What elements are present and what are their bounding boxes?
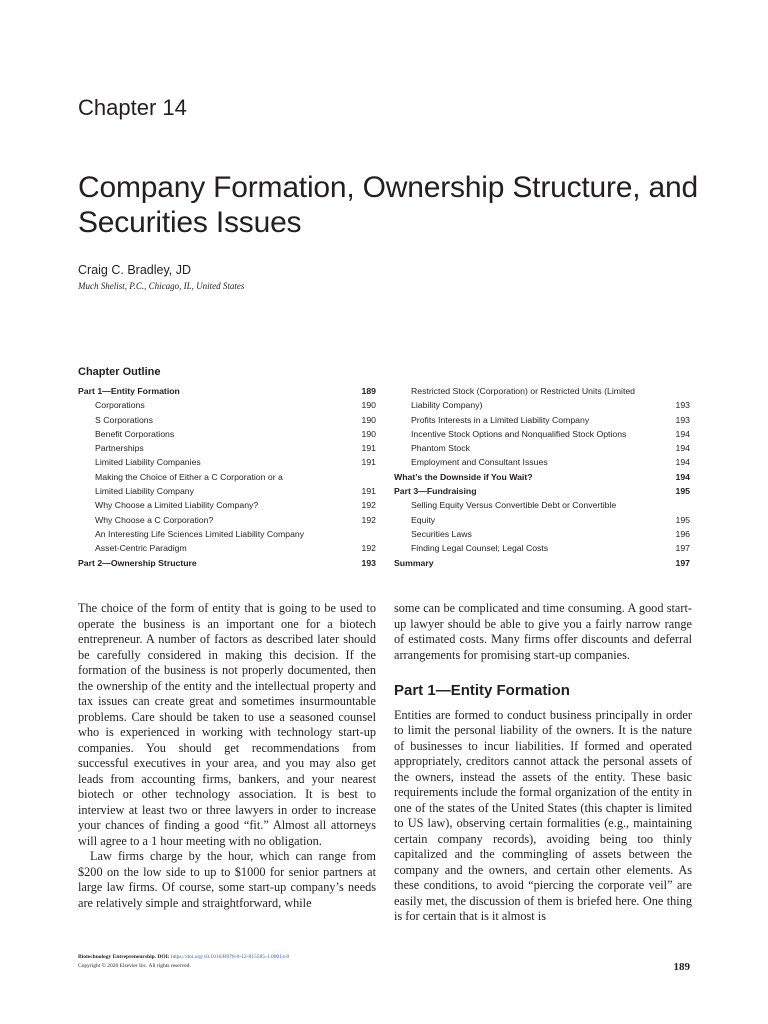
toc-entry[interactable]	[394, 541, 690, 555]
body-paragraph: Law firms charge by the hour, which can range from $200 on the low side to up to $1000 for senior partners at large law firms. Of course, some start-up company’s needs are relatively simple and straightforward, while	[78, 849, 376, 910]
toc-entry-title: Liability Company)	[411, 400, 483, 411]
toc-entry-page: 194	[675, 471, 690, 482]
body-paragraph: some can be complicated and time consuming. A good start-up lawyer should be able to give you a fairly narrow range of estimated costs. Many firms offer discounts and deferral arrangements for promising start-up companies.	[394, 601, 692, 662]
toc-entry-page: 192	[361, 500, 376, 511]
toc-entry-page: 189	[361, 386, 376, 396]
toc-entry[interactable]	[394, 527, 690, 541]
author-affiliation: Much Shelist, P.C., Chicago, IL, United States	[78, 281, 245, 291]
toc-entry-title: Equity	[411, 514, 436, 525]
toc-entry-title: Summary	[394, 557, 434, 568]
toc-entry-title: What’s the Downside if You Wait?	[394, 471, 533, 482]
body-right-column	[394, 601, 692, 925]
toc-entry-title: Part 1—Entity Formation	[78, 386, 180, 396]
toc-entry-title: Profits Interests in a Limited Liability Company	[411, 414, 590, 425]
toc-entry-page: 191	[361, 457, 376, 468]
toc-entry-page: 195	[675, 486, 690, 497]
toc-entry[interactable]	[78, 470, 376, 484]
toc-entry[interactable]	[78, 413, 376, 427]
toc-entry-page: 190	[361, 414, 376, 425]
toc-left-column	[78, 384, 376, 570]
chapter-label: Chapter 14	[78, 95, 187, 120]
toc-entry[interactable]	[394, 556, 690, 570]
toc-entry-title: Restricted Stock (Corporation) or Restricted Units (Limited	[411, 386, 636, 396]
toc-entry-page: 190	[361, 428, 376, 439]
toc-entry-page: 194	[675, 428, 690, 439]
toc-entry-page: 193	[675, 400, 690, 411]
toc-entry[interactable]	[78, 498, 376, 512]
author-name: Craig C. Bradley, JD	[78, 263, 191, 277]
toc-entry-page	[370, 470, 376, 484]
body-paragraph: Entities are formed to conduct business principally in order to limit the personal liability of the owners. It is the nature of businesses to incur liabilities. If formed and operated appropriately, creditors cannot attack the personal assets of the owners, instead the assets of the entity. These basic requirements include the formal organization of the entity in one of the states of the United States (this chapter is limited to US law), observing certain formalities (e.g., maintaining certain company records), avoiding being too thinly capitalized and the commingling of assets between the company and the owners, and certain other elements. As these conditions, to avoid “piercing the corporate veil” are easily met, the discussion of them is briefed here. One thing is for certain that is it almost is	[394, 707, 692, 923]
toc-entry-title: Employment and Consultant Issues	[411, 457, 548, 468]
toc-entry-title: Corporations	[95, 400, 145, 411]
toc-entry-title: Limited Liability Companies	[95, 457, 201, 468]
toc-entry[interactable]	[394, 513, 690, 527]
toc-entry[interactable]	[394, 470, 690, 484]
toc-entry-page: 197	[675, 557, 690, 568]
toc-entry-page: 196	[675, 528, 690, 539]
toc-entry[interactable]	[78, 398, 376, 412]
toc-entry[interactable]	[394, 384, 690, 398]
toc-entry-page: 194	[675, 457, 690, 468]
toc-entry-page: 193	[361, 557, 376, 568]
footer-book-title: Biotechnology Entrepreneurship. DOI:	[78, 954, 170, 960]
body-paragraph: The choice of the form of entity that is going to be used to operate the business is an important one for a biotech entrepreneur. A number of factors as described later should be carefully considered in making this decision. If the formation of the business is not properly documented, then the ownership of the entity and the intellectual property and tax issues can create great and sometimes insurmountable problems. Care should be taken to use a seasoned counsel who is experienced in working with technology start-up companies. You should get recommendations from successful executives in your area, and you may also get leads from accounting firms, bankers, and your nearest biotech or other technology association. It is best to interview at least two or three lawyers in order to increase your chances of finding a good “fit.” Almost all attorneys will agree to a 1 hour meeting with no obligation.	[78, 601, 376, 848]
chapter-title: Company Formation, Ownership Structure, and Securities Issues	[78, 171, 699, 239]
outline-heading: Chapter Outline	[78, 366, 161, 378]
toc-entry-title: Limited Liability Company	[95, 486, 194, 497]
toc-entry[interactable]	[394, 441, 690, 455]
toc-entry-page: 193	[675, 414, 690, 425]
toc-entry-page	[684, 498, 690, 512]
toc-entry-title: An Interesting Life Sciences Limited Liability Company	[95, 528, 305, 539]
toc-entry-title: Securities Laws	[411, 528, 472, 539]
toc-entry-title: Incentive Stock Options and Nonqualified Stock Options	[411, 428, 627, 439]
toc-right-column	[394, 384, 690, 570]
toc-entry-title: Finding Legal Counsel; Legal Costs	[411, 543, 549, 554]
toc-entry-title: Phantom Stock	[411, 443, 470, 454]
toc-entry[interactable]	[78, 513, 376, 527]
toc-entry-title: Partnerships	[95, 443, 144, 454]
toc-entry[interactable]	[78, 441, 376, 455]
toc-entry-page: 191	[361, 443, 376, 454]
toc-entry-title: Why Choose a Limited Liability Company?	[95, 500, 259, 511]
toc-entry[interactable]	[78, 455, 376, 469]
toc-entry-page: 192	[361, 543, 376, 554]
toc-entry-page: 194	[675, 443, 690, 454]
toc-entry-page: 195	[675, 514, 690, 525]
toc-entry-title: Asset-Centric Paradigm	[95, 543, 187, 554]
toc-entry[interactable]	[78, 541, 376, 555]
toc-entry[interactable]	[78, 527, 376, 541]
footer-copyright: Copyright © 2020 Elsevier Inc. All rights reserved.	[78, 963, 191, 969]
page-number: 189	[673, 961, 690, 973]
toc-entry[interactable]	[78, 427, 376, 441]
toc-entry-page: 197	[675, 543, 690, 554]
body-left-column	[78, 601, 376, 911]
toc-entry[interactable]	[78, 556, 376, 570]
toc-entry[interactable]	[394, 427, 690, 441]
toc-entry-page: 190	[361, 400, 376, 411]
toc-entry-title: Selling Equity Versus Convertible Debt or Convertible	[411, 500, 617, 511]
toc-entry-page: 192	[361, 514, 376, 525]
toc-entry[interactable]	[394, 498, 690, 512]
doi-link[interactable]: https://doi.org/10.1016/B978-0-12-815585-1.00014-0	[171, 954, 290, 960]
toc-entry-page	[684, 384, 690, 398]
toc-entry-page	[370, 527, 376, 541]
toc-entry[interactable]	[78, 384, 376, 398]
toc-entry-title: Benefit Corporations	[95, 428, 175, 439]
section-heading: Part 1—Entity Formation	[394, 682, 570, 699]
page-footer	[78, 953, 289, 971]
toc-entry[interactable]	[394, 413, 690, 427]
toc-entry-title: Part 2—Ownership Structure	[78, 557, 197, 568]
toc-entry-title: Why Choose a C Corporation?	[95, 514, 214, 525]
toc-entry[interactable]	[394, 398, 690, 412]
toc-entry[interactable]	[78, 484, 376, 498]
toc-entry-title: Part 3—Fundraising	[394, 486, 477, 497]
toc-entry-title: Making the Choice of Either a C Corporation or a	[95, 471, 283, 482]
toc-entry-page: 191	[361, 486, 376, 497]
toc-entry[interactable]	[394, 455, 690, 469]
toc-entry[interactable]	[394, 484, 690, 498]
toc-entry-title: S Corporations	[95, 414, 153, 425]
